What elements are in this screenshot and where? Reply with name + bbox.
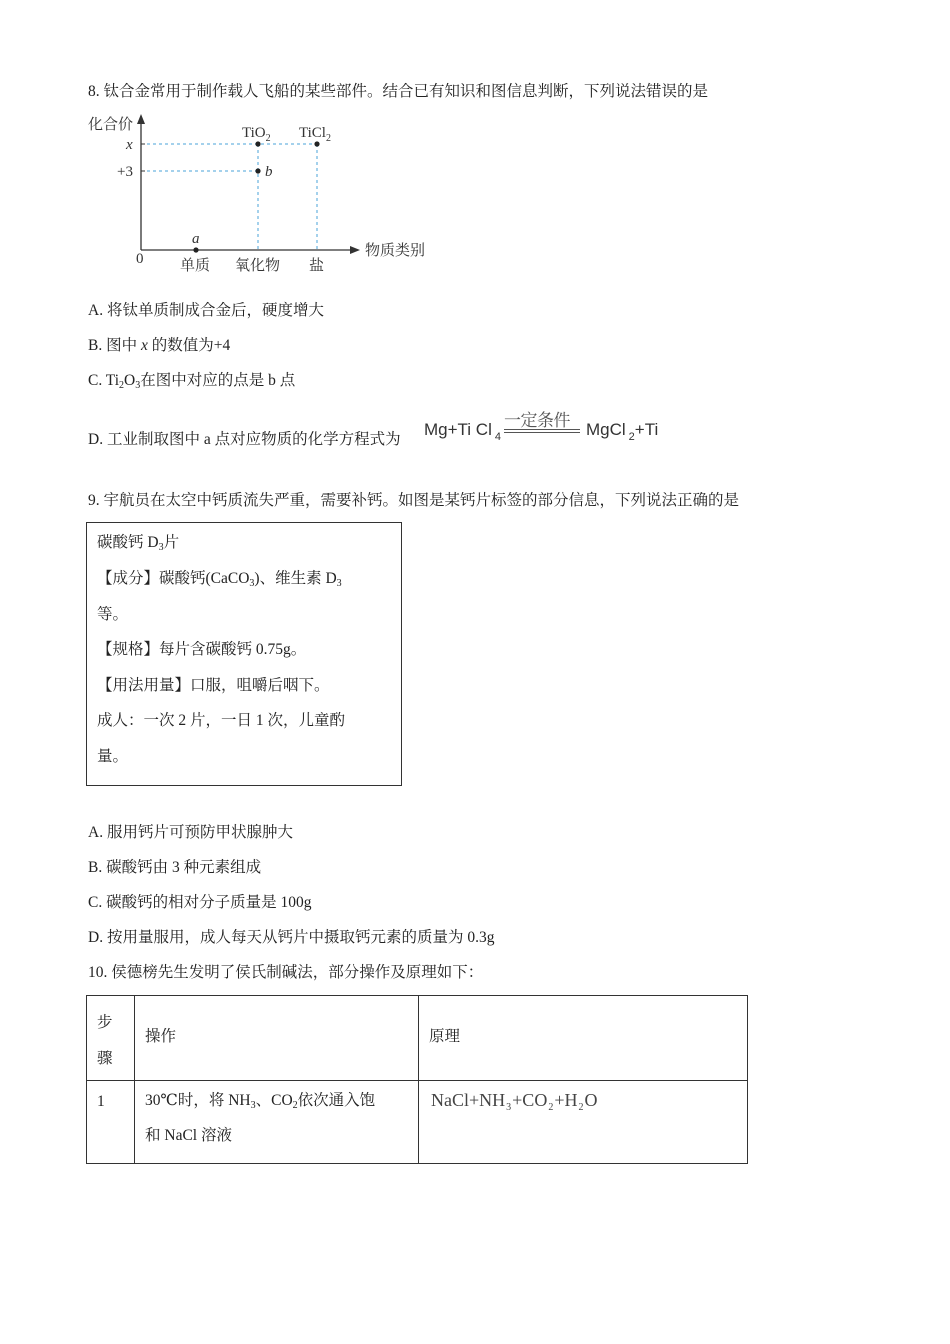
- q9-option-d: D. 按用量服用，成人每天从钙片中摄取钙元素的质量为 0.3g: [88, 929, 495, 946]
- q9-option-a: A. 服用钙片可预防甲状腺肿大: [88, 824, 293, 841]
- category-oxide: 氧化物: [235, 256, 281, 274]
- label-ingredients: 【成分】碳酸钙(CaCO$_3$)、维生素 $D_3$: [97, 570, 342, 589]
- header-step: 步 骤: [87, 996, 135, 1081]
- label-title: 碳酸钙 $D_3$片: [97, 534, 180, 553]
- row1-step: 1: [87, 1081, 135, 1164]
- table-header-row: [87, 996, 748, 1081]
- point-b-label: b: [265, 164, 273, 180]
- label-ingredients-cont: 等。: [97, 606, 129, 623]
- category-salt: 盐: [309, 256, 325, 274]
- row1-operation: 30℃时，将 $NH_3$、$CO_2$依次通入饱 和 NaCl 溶液: [135, 1081, 419, 1164]
- y-axis-label: 化合价: [88, 115, 134, 133]
- q8-option-d: D. 工业制取图中 a 点对应物质的化学方程式为: [88, 431, 401, 448]
- ticl2-label: TiCl$_2$: [299, 125, 331, 144]
- point-tio2: [255, 141, 260, 146]
- x-axis-label: 物质类别: [365, 241, 426, 259]
- label-spec: 【规格】每片含碳酸钙 0.75g。: [97, 641, 307, 658]
- point-a-label: a: [192, 231, 200, 247]
- q9-stem: 9. 宇航员在太空中钙质流失严重，需要补钙。如图是某钙片标签的部分信息，下列说法正确的是: [88, 492, 740, 509]
- reaction-condition: 一定条件: [504, 411, 570, 430]
- calcium-tablet-label: [86, 522, 402, 786]
- q9-option-b: B. 碳酸钙由 3 种元素组成: [88, 859, 262, 876]
- q9-option-c: C. 碳酸钙的相对分子质量是 100g: [88, 894, 312, 911]
- x-axis-arrow: [350, 246, 360, 254]
- q8-option-b: B. 图中 x 的数值为+4: [88, 337, 231, 354]
- label-adult-dose: 成人：一次 2 片，一日 1 次，儿童酌: [97, 712, 346, 729]
- label-usage: 【用法用量】口服，咀嚼后咽下。: [97, 677, 330, 694]
- valence-category-chart: [80, 110, 440, 280]
- tio2-label: TiO$_2$: [242, 125, 271, 144]
- origin-label: 0: [136, 251, 144, 267]
- y-axis-arrow: [137, 114, 145, 124]
- row1-principle: $NaCl+NH_3+CO_2+H_2O$: [419, 1081, 748, 1164]
- category-element: 单质: [180, 256, 211, 274]
- process-table: [86, 995, 748, 1164]
- y-tick-plus3: +3: [117, 164, 133, 180]
- header-principle: 原理: [419, 996, 748, 1081]
- q8-option-c: C. $Ti_2O_3$在图中对应的点是 b 点: [88, 372, 296, 391]
- label-adult-dose-cont: 量。: [97, 748, 129, 765]
- q8-option-a: A. 将钛单质制成合金后，硬度增大: [88, 302, 324, 319]
- q8-stem: 8. 钛合金常用于制作载人飞船的某些部件。结合已有知识和图信息判断，下列说法错误的是: [88, 83, 709, 100]
- table-row: [87, 1081, 748, 1164]
- point-a: [193, 247, 198, 252]
- equation-double-bar: [504, 429, 580, 433]
- header-operation: 操作: [135, 996, 419, 1081]
- y-tick-x: x: [126, 137, 133, 153]
- q10-stem: 10. 侯德榜先生发明了侯氏制碱法，部分操作及原理如下：: [88, 964, 484, 981]
- point-b: [255, 168, 260, 173]
- point-ticl2: [314, 141, 319, 146]
